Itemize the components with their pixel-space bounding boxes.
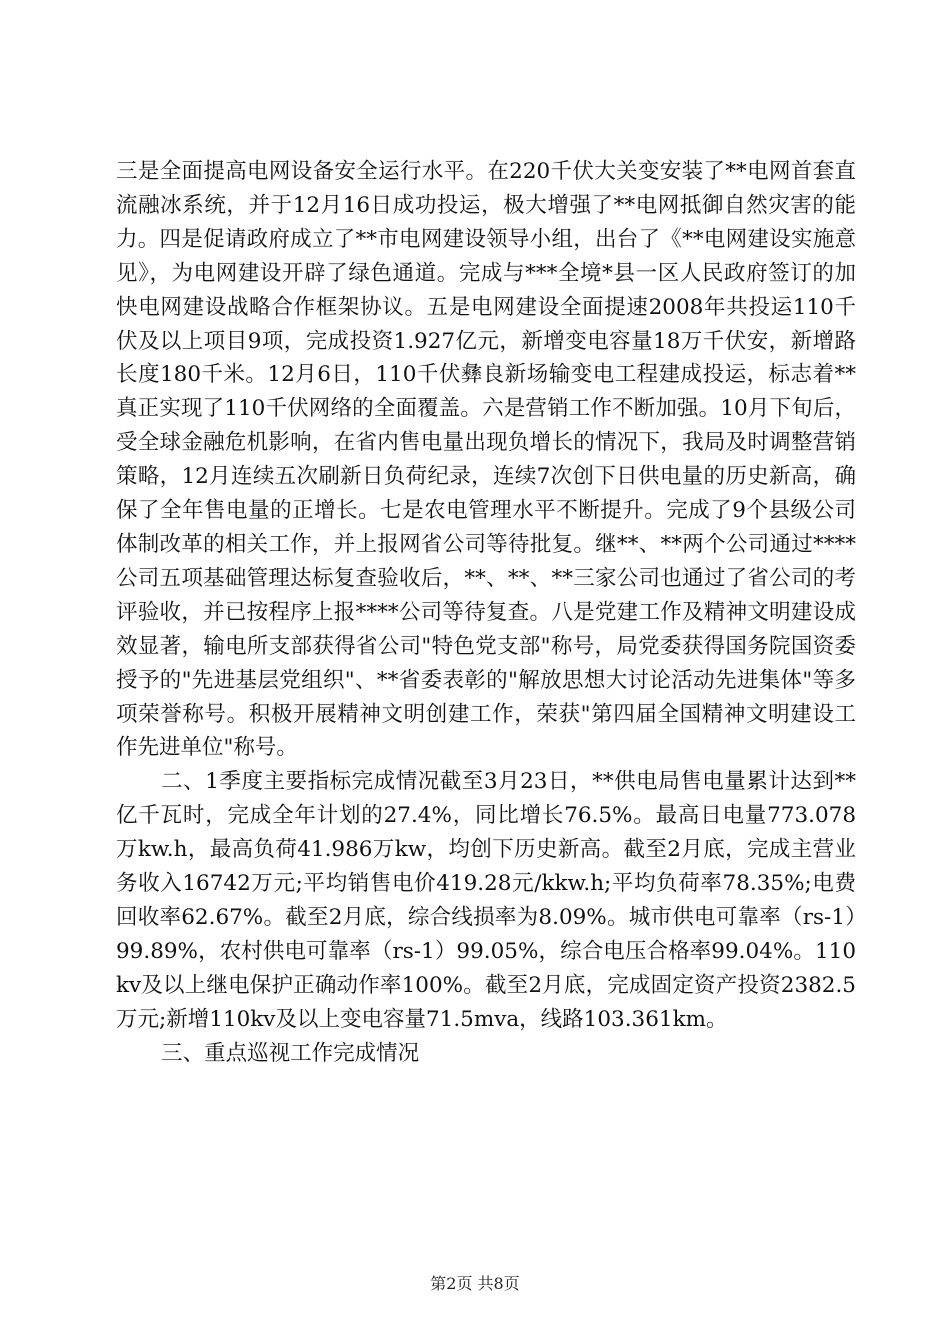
section-heading-inspection: 三、重点巡视工作完成情况 (161, 1040, 420, 1066)
document-body (116, 155, 856, 1070)
paragraph-achievements: 三是全面提高电网设备安全运行水平。在220千伏大关变安装了**电网首套直流融冰系统，并于12月16日成功投运，极大增强了**电网抵御自然灾害的能力。四是促请政府成立了**市电网建设领导小组，出台了《**电网建设实施意见》，为电网建设开辟了绿色通道。完成与***全境*县一区人民政府签订的加快电网建设战略合作框架协议。五是电网建设全面提速2008年共投运110千伏及以上项目9项，完成投资1.927亿元，新增变电容量18万千伏安，新增路长度180千米。12月6日，110千伏彝良新场输变电工程建成投运，标志着**真正实现了110千伏网络的全面覆盖。六是营销工作不断加强。10月下旬后，受全球金融危机影响，在省内售电量出现负增长的情况下，我局及时调整营销策略，12月连续五次刷新日负荷纪录，连续7次创下日供电量的历史新高，确保了全年售电量的正增长。七是农电管理水平不断提升。完成了9个县级公司体制改革的相关工作，并上报网省公司等待批复。继**、**两个公司通过****公司五项基础管理达标复查验收后，**、**、**三家公司也通过了省公司的考评验收，并已按程序上报****公司等待复查。八是党建工作及精神文明建设成效显著，输电所支部获得省公司"特色党支部"称号，局党委获得国务院国资委授予的"先进基层党组织"、**省委表彰的"解放思想大讨论活动先进集体"等多项荣誉称号。积极开展精神文明创建工作，荣获"第四届全国精神文明建设工作先进单位"称号。 (116, 159, 856, 761)
paragraph-q1-indicators: 二、1季度主要指标完成情况截至3月23日，**供电局售电量累计达到**亿千瓦时，完成全年计划的27.4%，同比增长76.5%。最高日电量773.078万kw.h，最高负荷41.986万kw，均创下历史新高。截至2月底，完成主营业务收入16742万元;平均销售电价419.28元/kkw.h;平均负荷率78.35%;电费回收率62.67%。截至2月底，综合线损率为8.09%。城市供电可靠率（rs-1）99.89%，农村供电可靠率（rs-1）99.05%，综合电压合格率99.04%。110kv及以上继电保护正确动作率100%。截至2月底，完成固定资产投资2382.5万元;新增110kv及以上变电容量71.5mva，线路103.361km。 (116, 769, 856, 1032)
page-number-footer: 第2页 共8页 (430, 1274, 520, 1293)
